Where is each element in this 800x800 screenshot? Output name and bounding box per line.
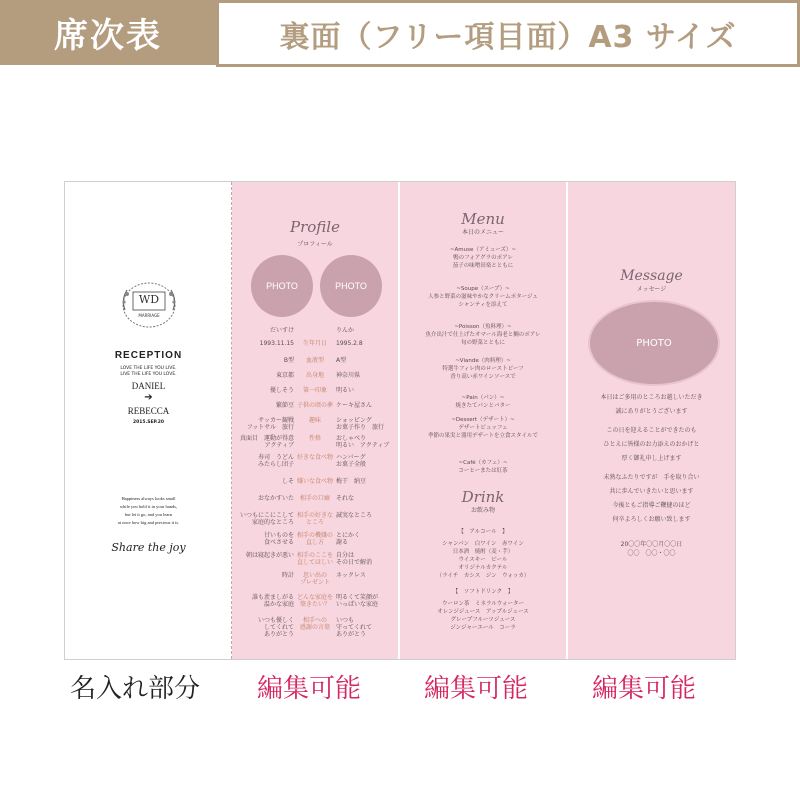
- soft-drink-list: ウーロン茶 ミネラルウォーター オレンジジュース アップルジュース グレープフルーツジュース ジンジャーエール コーラ: [437, 601, 529, 631]
- message-title: Message: [620, 268, 683, 284]
- bride-value: りんか: [336, 327, 355, 334]
- groom-value: 真面目 運動が得意 アクティブ: [239, 435, 294, 449]
- tagline-1: LOVE THE LIFE YOU LIVE.: [120, 366, 177, 371]
- profile-label: 血液型: [305, 357, 324, 364]
- profile-label: 子供の頃の夢: [296, 402, 333, 409]
- groom-value: 東京都: [275, 372, 294, 379]
- bride-value: ネックレス: [336, 572, 366, 579]
- quote-line-4: at once how big and precious it is.: [117, 520, 180, 525]
- message-date: 20〇〇年〇〇月〇〇日: [620, 541, 683, 548]
- groom-value: いつもにこにこして 家庭的なところ: [239, 512, 294, 526]
- groom-photo[interactable]: PHOTO: [251, 255, 313, 317]
- alcohol-heading: 【 アルコール 】: [458, 529, 508, 535]
- reception-title: RECEPTION: [114, 350, 183, 361]
- groom-value: サッカー観戦 フットサル 旅行: [246, 417, 294, 431]
- fold-line-1: [231, 182, 232, 659]
- wedding-date: 2015.SEP.20: [133, 420, 164, 425]
- soft-drink-heading: 【 ソフトドリンク 】: [452, 589, 514, 595]
- bride-value: 誠実なところ: [336, 512, 373, 519]
- profile-label: どんな家庭を 築きたい？: [296, 594, 333, 608]
- editable-label-1: 編集可能: [257, 674, 362, 704]
- groom-value: だいすけ: [269, 327, 294, 334]
- bride-value: ショッピング お菓子作り 旅行: [336, 417, 385, 431]
- bride-value: 明るい: [336, 387, 355, 394]
- bride-value: 神奈川県: [336, 372, 361, 379]
- profile-label: 相手の機嫌の 直し方: [296, 532, 333, 546]
- groom-value: 繁節豆: [275, 402, 294, 409]
- bride-value: 1995.2.8: [336, 340, 363, 347]
- menu-item: ~Poisson（魚料理）~ 魚介出汁で仕上げたオマール海老と鯛のポアレ 旬の野菜とともに: [425, 324, 541, 346]
- bride-value: A型: [336, 357, 347, 364]
- quote-line-3: but let it go, and you learn: [124, 512, 173, 517]
- profile-label: 相手のここを 直してほしい: [296, 552, 333, 566]
- logo-initials: WD: [138, 293, 160, 306]
- bride-value: 自分は その日で解消: [336, 552, 373, 566]
- profile-panel[interactable]: [232, 182, 398, 659]
- profile-label: 嫌いな食べ物: [296, 478, 333, 485]
- quote-line-1: Happiness always looks small: [121, 496, 176, 501]
- drink-title: Drink: [461, 488, 505, 506]
- message-line: 厚く御礼申し上げます: [621, 455, 682, 462]
- header-title: 裏面（フリー項目面）A3 サイズ: [216, 0, 800, 67]
- message-line: 何卒よろしくお願い致します: [612, 516, 691, 523]
- groom-value: いつも優しく してくれて ありがとう: [257, 617, 294, 638]
- fold-line-2: [399, 182, 400, 659]
- groom-value: 時計: [281, 572, 294, 579]
- message-subtitle: メッセージ: [636, 286, 667, 293]
- menu-title: Menu: [461, 210, 505, 228]
- message-line: ひとえに皆様のお力添えのおかげと: [603, 441, 700, 448]
- profile-label: 性格: [308, 435, 321, 442]
- quote: [65, 495, 232, 527]
- profile-label: 第一印象: [302, 387, 327, 394]
- message-line: 今後ともご指導ご鞭撻のほど: [612, 502, 691, 509]
- groom-value: 甘いものを 食べさせる: [263, 532, 294, 546]
- profile-label: 相手への 感謝の言葉: [299, 617, 330, 631]
- bride-photo[interactable]: PHOTO: [320, 255, 382, 317]
- profile-title: Profile: [290, 218, 340, 236]
- groom-value: 誰も羨ましがる 温かな家庭: [251, 594, 294, 608]
- message-photo[interactable]: PHOTO: [588, 300, 720, 386]
- name-area-label: 名入れ部分: [70, 674, 201, 704]
- profile-label: 趣味: [308, 417, 321, 424]
- quote-line-2: while you hold it in your hands,: [119, 504, 178, 509]
- menu-item: ~Amuse（アミューズ）~ 鴨のフォアグラのポアレ 茄子の味噌田楽とともに: [449, 247, 517, 269]
- menu-item: ~Pain（パン）~ 焼きたてパンとバター: [455, 395, 511, 409]
- arrow-icon: ➔: [144, 392, 153, 403]
- fold-line-3: [567, 182, 568, 659]
- drink-subtitle: お飲み物: [470, 507, 495, 514]
- seating-chart-back-preview: [64, 181, 736, 660]
- profile-label: 相手の好きなところ: [296, 512, 333, 526]
- bride-value: 明るくて笑顔が いっぱいな家庭: [336, 594, 379, 608]
- share-the-joy: Share the joy: [111, 541, 186, 554]
- groom-value: 優しそう: [269, 387, 294, 394]
- menu-panel[interactable]: [400, 182, 566, 659]
- tagline-2: LIVE THE LIFE YOU LOVE.: [120, 372, 177, 377]
- profile-label: 思い出の プレゼント: [300, 572, 330, 586]
- profile-label: 生年月日: [302, 340, 327, 347]
- message-line: 共に歩んでいきたいと思います: [609, 488, 694, 495]
- message-line: 誠にありがとうございます: [615, 408, 688, 415]
- groom-value: B型: [283, 357, 294, 364]
- groom-value: 寿司 うどん みたらし団子: [257, 454, 294, 468]
- menu-item: ~Café（カフェ）~ コーヒーまたは紅茶: [458, 460, 508, 474]
- bride-value: とにかく 謝る: [336, 532, 361, 546]
- groom-value: 朝は寝起きが悪い: [245, 552, 294, 559]
- bride-value: それな: [336, 495, 355, 502]
- bride-value: いつも 守ってくれて ありがとう: [336, 617, 373, 638]
- profile-subtitle: プロフィール: [297, 241, 333, 248]
- profile-label: 好きな食べ物: [296, 454, 333, 461]
- editable-label-3: 編集可能: [592, 674, 697, 704]
- editable-label-2: 編集可能: [424, 674, 529, 704]
- groom-value: おなかすいた: [257, 495, 294, 502]
- menu-item: ~Dessert（デザート）~ デザートビュッフェ 季節の果実と器用デザートを立食スタイルで: [428, 417, 538, 439]
- groom-value: しそ: [281, 478, 294, 485]
- bride-value: 梅干 納豆: [336, 478, 367, 485]
- wedding-logo: [117, 280, 181, 330]
- logo-sub: MARRIAGE: [131, 313, 167, 318]
- header-tag: 席次表: [0, 0, 216, 65]
- menu-subtitle: 本日のメニュー: [461, 229, 504, 236]
- message-line: 未熟なふたりですが 手を取り合い: [603, 474, 700, 481]
- menu-item: ~Soupe（スープ）~ 人参と野菜の滋味やかなクリームポタージュ シャンティを添えて: [428, 286, 538, 308]
- alcohol-list: シャンパン 白ワイン 赤ワイン 日本酒 焼酎（麦・芋） ウイスキー ビール オリジナルカクテル （ライチ カシス ジン ウォッカ）: [436, 541, 530, 579]
- message-names: 〇〇 〇〇・〇〇: [627, 550, 676, 557]
- message-line: 本日はご多用のところお越しいただき: [600, 394, 703, 401]
- bride-name: REBECCA: [127, 406, 170, 416]
- groom-name: DANIEL: [131, 381, 166, 391]
- profile-label: 出身地: [305, 372, 324, 379]
- bride-value: おしゃべり 明るい アクティブ: [336, 435, 390, 449]
- menu-item: ~Viande（肉料理）~ 特選牛フィレ肉のローストビーフ 香り高い赤ワインソースで: [442, 358, 524, 380]
- bride-value: ハンバーグ お菓子全般: [336, 454, 367, 468]
- profile-label: 相手の口癖: [299, 495, 330, 502]
- message-line: この日を迎えることができたのも: [606, 427, 697, 434]
- bride-value: ケーキ屋さん: [336, 402, 373, 409]
- groom-value: 1993.11.15: [259, 340, 294, 347]
- message-panel[interactable]: [568, 182, 735, 659]
